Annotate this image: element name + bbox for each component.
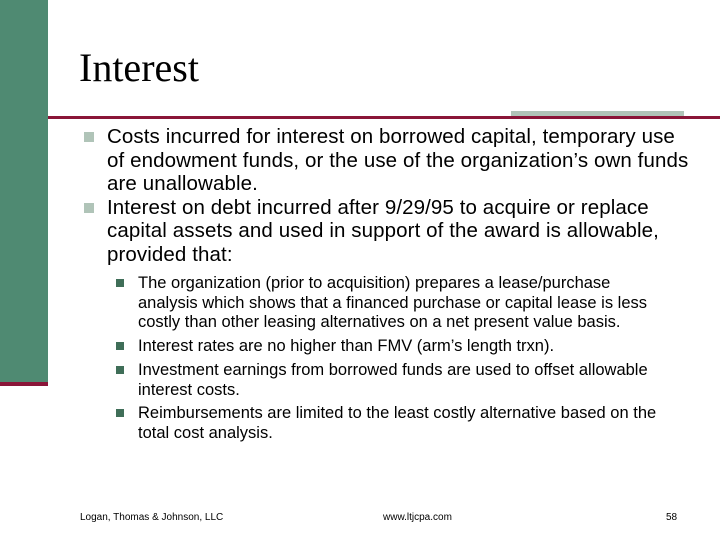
left-accent-bar — [0, 0, 48, 383]
sub-bullet-item — [82, 274, 658, 333]
bullet-item — [82, 125, 697, 196]
left-accent-stripe — [0, 382, 48, 386]
bullet-item — [82, 196, 682, 267]
sub-bullet-item — [82, 404, 688, 443]
square-bullet-icon — [84, 203, 94, 213]
sub-bullet-item — [82, 337, 702, 357]
bullet-text: Costs incurred for interest on borrowed capital, temporary use of endowment funds, or the use of the organization’s own funds are unallowable. — [107, 125, 689, 195]
square-bullet-icon — [84, 132, 94, 142]
square-bullet-icon — [116, 409, 124, 417]
title-rule — [48, 116, 720, 119]
sub-bullet-text: Investment earnings from borrowed funds are used to offset allowable interest costs. — [138, 360, 648, 399]
square-bullet-icon — [116, 279, 124, 287]
bullet-list — [82, 125, 702, 444]
sub-bullet-text: The organization (prior to acquisition) prepares a lease/purchase analysis which shows that a financed purchase or capital lease is less costly than other leasing alternatives on a net present value basis. — [138, 274, 648, 332]
square-bullet-icon — [116, 366, 124, 374]
sub-bullet-item — [82, 361, 688, 400]
footer-company: Logan, Thomas & Johnson, LLC — [80, 512, 224, 523]
sub-bullet-text: Reimbursements are limited to the least costly alternative based on the total cost analysis. — [138, 404, 657, 442]
spacer — [82, 266, 702, 274]
page-number: 58 — [666, 512, 678, 523]
footer-website: www.ltjcpa.com — [383, 512, 452, 523]
square-bullet-icon — [116, 342, 124, 350]
sub-bullet-text: Interest rates are no higher than FMV (arm’s length trxn). — [138, 337, 555, 356]
bullet-text: Interest on debt incurred after 9/29/95 to acquire or replace capital assets and used in support of the award is allowable, provided that: — [107, 195, 659, 266]
slide-title: Interest — [79, 45, 199, 90]
